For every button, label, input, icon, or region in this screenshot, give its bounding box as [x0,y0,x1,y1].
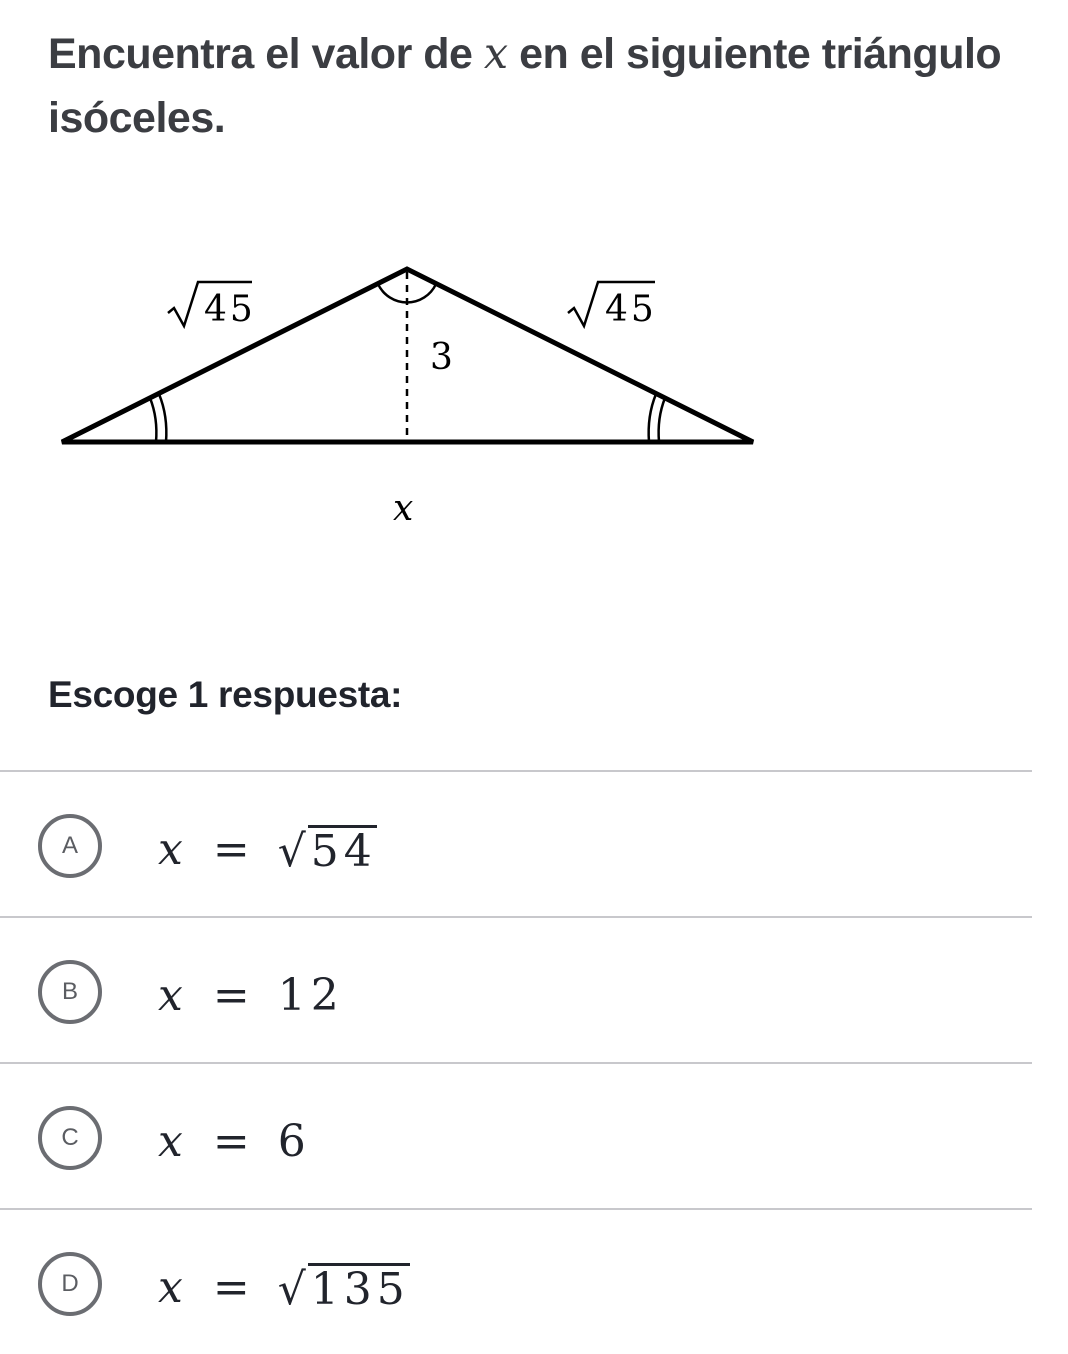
choice-c-answer [158,1106,311,1176]
choice-b-variable: x [158,969,183,1021]
right-side-value: 45 [605,289,657,330]
choice-c[interactable] [0,1062,1032,1208]
choice-a-letter-circle[interactable]: A [38,814,102,878]
right-angle-arc [659,398,665,442]
question-text-before: Encuentra el valor de [48,30,473,78]
sqrt-symbol-icon: √ [277,1263,306,1315]
choice-c-equals: = [212,1115,250,1167]
choice-d-equals: = [212,1261,250,1313]
isosceles-triangle-figure [0,250,800,550]
right-angle-arc-2 [649,394,656,442]
choice-c-variable: x [158,1115,183,1167]
choice-b-letter-circle[interactable]: B [38,960,102,1024]
left-angle-arc [150,398,156,442]
answer-choices [0,770,1032,1354]
right-side-label [568,282,657,330]
sqrt-symbol-icon: √ [277,825,306,877]
choice-b-answer [158,960,344,1030]
choice-d-answer [158,1252,410,1322]
left-side-value: 45 [204,289,256,330]
choice-a[interactable] [0,770,1032,916]
choice-a-answer [158,814,377,884]
choice-a-sqrt [277,825,377,877]
question-title [48,22,1038,150]
choice-b-equals: = [212,969,250,1021]
question-variable: x [483,29,508,79]
left-angle-arc-2 [159,394,166,442]
choice-d-value: 135 [308,1263,410,1312]
choice-d-letter-circle[interactable]: D [38,1252,102,1316]
answer-prompt: Escoge 1 respuesta: [48,674,403,715]
base-label: x [393,488,414,529]
choice-b[interactable] [0,916,1032,1062]
left-side-label [168,282,256,330]
choice-b-value: 12 [277,969,344,1021]
choice-a-equals: = [212,823,250,875]
choice-d-sqrt [277,1263,410,1315]
choice-c-value: 6 [277,1115,311,1167]
choice-a-value: 54 [308,825,377,874]
choice-d-variable: x [158,1261,183,1313]
question-text-after: en el siguiente triángulo isóceles. [48,30,1002,142]
height-label: 3 [430,337,453,378]
choice-d[interactable] [0,1208,1032,1354]
choice-c-letter-circle[interactable]: C [38,1106,102,1170]
choice-a-variable: x [158,823,183,875]
